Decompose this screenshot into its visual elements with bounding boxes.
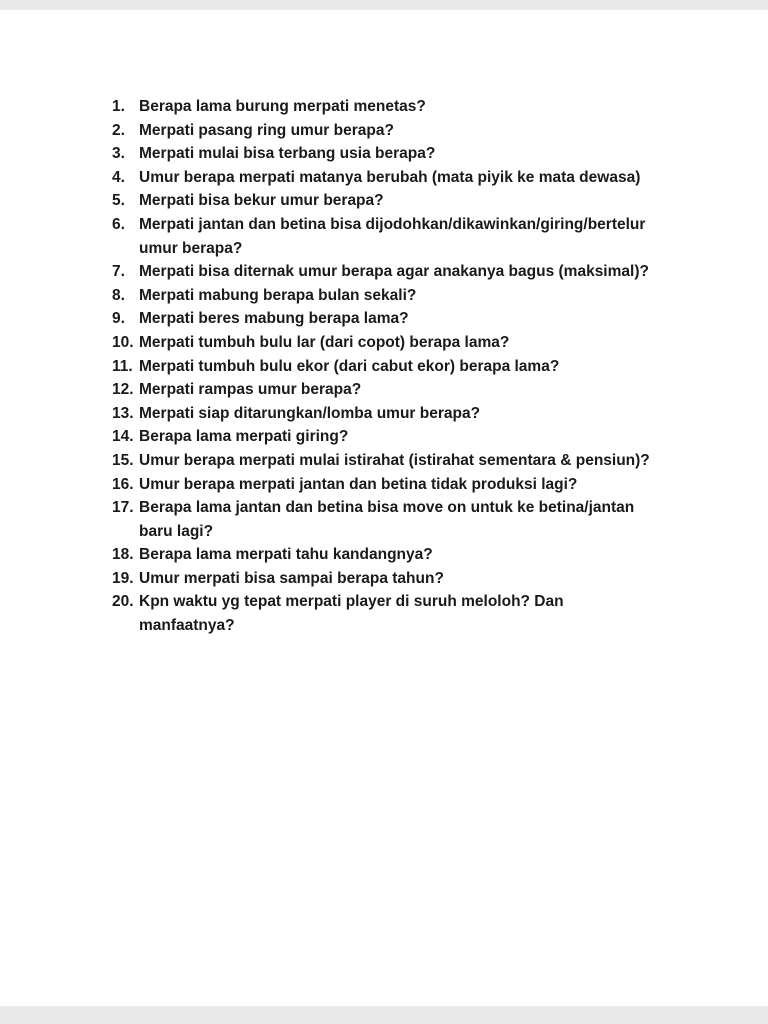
question-number: 20. <box>112 593 134 611</box>
question-number: 10. <box>112 333 134 351</box>
question-text: Umur berapa merpati mulai istirahat (istirahat sementara & pensiun)? <box>139 451 650 469</box>
question-text: Merpati beres mabung berapa lama? <box>139 310 409 328</box>
question-number: 13. <box>112 404 134 422</box>
question-item <box>112 284 664 308</box>
question-text: Berapa lama merpati tahu kandangnya? <box>139 546 433 564</box>
question-item <box>112 449 664 473</box>
question-text: Umur berapa merpati matanya berubah (mata piyik ke mata dewasa) <box>139 168 641 186</box>
question-number: 15. <box>112 451 134 469</box>
question-item <box>112 166 664 190</box>
question-number: 18. <box>112 546 134 564</box>
question-text: Merpati jantan dan betina bisa dijodohkan/dikawinkan/giring/bertelur umur berapa? <box>139 215 646 257</box>
question-number: 19. <box>112 569 134 587</box>
question-number: 8. <box>112 286 125 304</box>
question-item <box>112 260 664 284</box>
question-number: 2. <box>112 121 125 139</box>
question-item <box>112 496 664 543</box>
question-number: 9. <box>112 310 125 328</box>
question-text: Merpati siap ditarungkan/lomba umur berapa? <box>139 404 481 422</box>
question-number: 14. <box>112 428 134 446</box>
question-item <box>112 473 664 497</box>
question-text: Berapa lama merpati giring? <box>139 428 349 446</box>
question-text: Umur berapa merpati jantan dan betina tidak produksi lagi? <box>139 475 578 493</box>
question-item <box>112 213 664 260</box>
question-text: Merpati rampas umur berapa? <box>139 381 362 399</box>
question-item <box>112 355 664 379</box>
question-text: Merpati tumbuh bulu lar (dari copot) berapa lama? <box>139 333 510 351</box>
question-number: 6. <box>112 215 125 233</box>
question-text: Berapa lama jantan dan betina bisa move on untuk ke betina/jantan baru lagi? <box>139 499 635 540</box>
question-number: 7. <box>112 263 125 281</box>
question-text: Merpati mabung berapa bulan sekali? <box>139 286 417 304</box>
question-item <box>112 189 664 213</box>
question-number: 3. <box>112 145 125 163</box>
question-text: Merpati bisa bekur umur berapa? <box>139 192 384 210</box>
document-page <box>0 10 768 1006</box>
question-text: Umur merpati bisa sampai berapa tahun? <box>139 569 444 587</box>
question-item <box>112 543 664 567</box>
question-number: 1. <box>112 98 125 115</box>
question-item <box>112 402 664 426</box>
question-item <box>112 590 664 637</box>
question-text: Merpati mulai bisa terbang usia berapa? <box>139 145 436 163</box>
question-item <box>112 425 664 449</box>
question-item <box>112 378 664 402</box>
question-text: Berapa lama burung merpati menetas? <box>139 98 426 115</box>
question-item <box>112 142 664 166</box>
question-item <box>112 567 664 591</box>
question-text: Merpati bisa diternak umur berapa agar anakanya bagus (maksimal)? <box>139 263 649 281</box>
question-item <box>112 307 664 331</box>
question-number: 17. <box>112 499 134 517</box>
question-number: 11. <box>112 357 133 375</box>
question-item <box>112 331 664 355</box>
question-item <box>112 119 664 143</box>
question-number: 5. <box>112 192 125 210</box>
question-number: 16. <box>112 475 134 493</box>
question-text: Kpn waktu yg tepat merpati player di suruh meloloh? Dan manfaatnya? <box>139 593 564 635</box>
question-item <box>112 95 664 119</box>
question-text: Merpati pasang ring umur berapa? <box>139 121 394 139</box>
question-number: 4. <box>112 168 125 186</box>
question-text: Merpati tumbuh bulu ekor (dari cabut ekor) berapa lama? <box>139 357 560 375</box>
question-list <box>112 95 664 638</box>
question-number: 12. <box>112 381 134 399</box>
